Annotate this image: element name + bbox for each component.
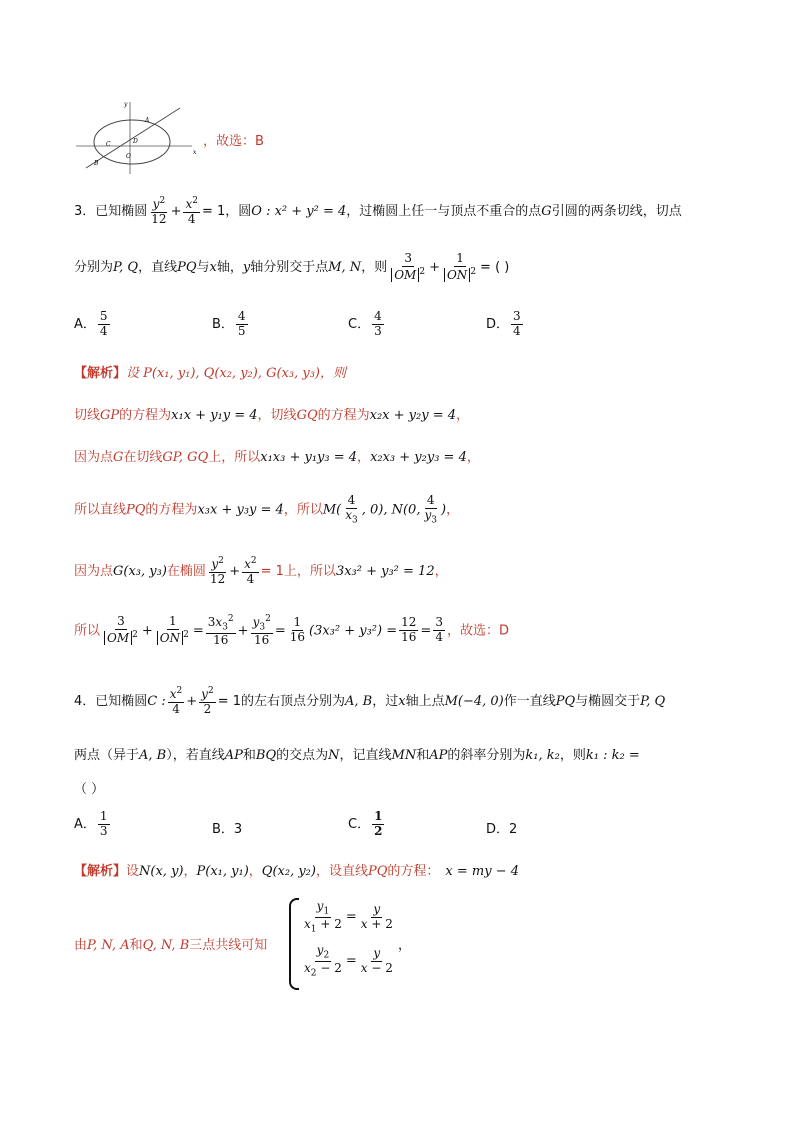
q3-option-b[interactable] xyxy=(212,310,250,339)
q3-text: 的方程为 xyxy=(145,502,198,518)
q4-stem-line1: 4．已知椭圆C : $\frac{x^2}{4}$ + $\frac{y^2}{2}$ = 1的左右顶点分别为A, B，过x轴上点M(−4, 0)作一直线PQ与椭圆交于P, Q xyxy=(74,686,666,716)
figure-label-b: B xyxy=(94,160,99,167)
q4-text: 和 xyxy=(129,938,143,953)
q3-option-num: 4 xyxy=(237,309,246,323)
q4-collinear-2: Q, N, B xyxy=(142,938,190,953)
q3-tangent-eq2: x₂x + y₂y = 4 xyxy=(369,408,456,423)
q3-analysis-line3 xyxy=(74,446,480,465)
q3-answer: ，故选：D xyxy=(446,623,509,639)
q3-ellipse-point-eq: 3x₃² + y₃² = 12 xyxy=(335,563,435,579)
q4-points-pq: P, Q xyxy=(640,693,666,709)
q4-text: 的斜率分别为 xyxy=(447,748,526,763)
q3-analysis-text: 设 P(x₁, y₁), Q(x₂, y₂), G(x₃, y₃)，则 xyxy=(126,366,346,381)
q3-analysis-line4: 所以直线PQ的方程为x₃x + y₃y = 4，所以M( $\frac{4}{x_3}$ , 0), N(0, $\frac{4}{y_3}$ )， xyxy=(74,493,460,526)
q3-tangent-eq1: x₁x + y₁y = 4 xyxy=(171,408,258,423)
q3-text: 的方程为 xyxy=(317,408,370,423)
q4-text: ，设直线 xyxy=(315,864,368,879)
q3-option-num: 4 xyxy=(374,309,382,323)
q3-circle-eq: O : x² + y² = 4 xyxy=(251,203,347,219)
q4-line-eq: x = my − 4 xyxy=(445,864,519,879)
figure-label-c: C xyxy=(106,141,111,148)
q4-option-d[interactable]: D．2 xyxy=(486,822,518,837)
q4-text: 的方程： xyxy=(387,864,440,879)
q4-option-label: C． xyxy=(348,816,371,832)
q4-option-label: A． xyxy=(74,816,96,832)
q3-line-pq: PQ xyxy=(177,259,197,275)
q3-option-label: C． xyxy=(348,316,371,332)
q3-stem-text: 3．已知椭圆 xyxy=(74,203,148,219)
q3-text: 切线 xyxy=(74,408,101,423)
q3-pq-points: P, Q xyxy=(113,259,139,275)
q4-point-m: M(−4, 0) xyxy=(444,693,504,709)
q3-text: 的方程为 xyxy=(119,408,172,423)
q3-text: ，所以 xyxy=(283,502,323,518)
q3-analysis-tag: 【解析】 xyxy=(74,366,127,381)
q4-vertices: A, B xyxy=(344,693,373,709)
q4-point-p: P(x₁, y₁) xyxy=(196,864,249,879)
figure-label-o: O xyxy=(126,153,131,160)
q4-ratio: k₁ : k₂ = xyxy=(585,748,640,763)
q4-point-n: N xyxy=(328,748,340,763)
q4-text: ，则 xyxy=(559,748,586,763)
q4-line-ap: AP xyxy=(224,748,243,763)
q3-text: 在椭圆 xyxy=(166,563,206,579)
q3-option-a[interactable] xyxy=(74,310,112,339)
q3-text: 分别为 xyxy=(74,259,114,275)
q3-text: 所以直线 xyxy=(74,502,127,518)
q4-system-eq1: $\frac{y_1}{x_1 + 2}$ = $\frac{y}{x + 2}$ xyxy=(304,899,393,935)
q3-x-var: x xyxy=(209,259,217,275)
q3-text: 上，所以 xyxy=(208,450,261,465)
q3-text: 因为点 xyxy=(74,450,114,465)
figure-label-x: x xyxy=(193,149,197,156)
q3-text: ， xyxy=(456,408,470,423)
q4-line-mn: MN xyxy=(391,748,417,763)
q4-text: ， xyxy=(248,864,262,879)
q4-text: ，记直线 xyxy=(339,748,392,763)
q3-text: ， xyxy=(446,502,460,518)
q3-option-label: A． xyxy=(74,316,96,332)
q4-text: 与椭圆交于 xyxy=(575,693,641,709)
q3-stem-text-c: 引圆的两条切线，切点 xyxy=(551,203,682,219)
q4-text: ），若直线 xyxy=(166,748,225,763)
q3-ellipse-frac1: $\frac{y^2}{12}$ xyxy=(151,196,167,226)
q4-x-var: x xyxy=(398,693,406,709)
q3-text: 在切线 xyxy=(123,450,163,465)
q3-tangents: GP, GQ xyxy=(162,450,209,465)
q4-text: 两点（异于 xyxy=(74,748,140,763)
q3-stem-line2: 分别为P, Q，直线PQ与x轴，y轴分别交于点M, N，则 $\frac{3}{OM ^2}$ + $\frac{1}{ON ^2}$ = ( ) xyxy=(74,251,510,282)
q3-text: 所以 xyxy=(74,623,101,639)
q3-line-pq: PQ xyxy=(126,502,146,518)
q4-option-c[interactable] xyxy=(348,810,386,839)
q3-text: 与 xyxy=(196,259,210,275)
q3-text: ，直线 xyxy=(138,259,178,275)
q3-stem-text-b: ，过椭圆上任一与顶点不重合的点 xyxy=(346,203,542,219)
q3-point-g: G(x₃, y₃) xyxy=(113,563,167,579)
q3-sum-expr: (3x₃² + y₃²) = xyxy=(309,623,398,639)
q4-answer-blank: （ ） xyxy=(74,782,105,797)
q4-text: 作一直线 xyxy=(503,693,556,709)
q4-text: 三点共线可知 xyxy=(189,938,268,953)
q3-pq-eq: x₃x + y₃y = 4 xyxy=(197,502,284,518)
q4-system-comma: ， xyxy=(398,938,412,953)
q3-analysis-line1 xyxy=(74,362,346,381)
q3-point-n-close: ) xyxy=(440,502,447,518)
q4-vertices: A, B xyxy=(139,748,167,763)
q3-option-den: 4 xyxy=(99,323,108,338)
q3-analysis-line2 xyxy=(74,404,469,423)
q3-analysis-line5: 因为点G(x₃, y₃)在椭圆 $\frac{y^2}{12}$ + $\frac{x^2}{4}$ = 1上，所以3x₃² + y₃² = 12， xyxy=(74,556,448,586)
q4-text: ， xyxy=(183,864,197,879)
q3-text: = ( ) xyxy=(480,259,510,275)
q4-stem-line2 xyxy=(74,744,640,763)
q4-line-bq: BQ xyxy=(255,748,277,763)
q3-text: ，切线 xyxy=(257,408,297,423)
q4-collinear-1: P, N, A xyxy=(87,938,130,953)
q3-option-den: 5 xyxy=(237,323,246,338)
q4-text: 的交点为 xyxy=(276,748,329,763)
q3-tangent-gq: GQ xyxy=(296,408,318,423)
q4-point-q: Q(x₂, y₂) xyxy=(261,864,316,879)
q4-text: 和 xyxy=(416,748,430,763)
q4-ellipse-c: C : xyxy=(147,693,166,709)
q3-option-label: D． xyxy=(486,316,510,332)
q3-text: 轴， xyxy=(216,259,243,275)
q4-option-num: 1 xyxy=(99,809,108,823)
q4-line-ap: AP xyxy=(429,748,448,763)
figure-caption: ，故选：B xyxy=(203,134,264,149)
q3-point-g: G xyxy=(113,450,124,465)
q3-option-c[interactable] xyxy=(348,310,386,339)
ellipse-figure xyxy=(72,96,202,178)
q3-analysis-line6: 所以 $\frac{3}{OM ^2}$ + $\frac{1}{ON ^2}$ = $\frac{3x_3^2}{16}$ + $\frac{y_3^2}{16}$ = $\frac{1}{16}$ (3x₃² + y₃²) = $\frac{12}{16}$ = $\frac{3}{4}$ ，故选：D xyxy=(74,614,509,647)
figure-label-a: A xyxy=(145,117,150,124)
q4-line-pq: PQ xyxy=(555,693,576,709)
q4-text: ，过 xyxy=(372,693,399,709)
q4-text: 设 xyxy=(126,864,140,879)
q4-option-b[interactable]: B．3 xyxy=(212,822,243,837)
q3-frac-om: $\frac{3}{OM ^2}$ xyxy=(389,252,427,283)
q4-point-n: N(x, y) xyxy=(139,864,184,879)
q4-option-a[interactable] xyxy=(74,810,112,839)
figure-label-y: y xyxy=(124,101,128,108)
q3-point-g: G xyxy=(541,203,552,219)
q4-analysis-line1 xyxy=(74,860,519,879)
q3-eq: x₂x₃ + y₂y₃ = 4 xyxy=(370,450,467,465)
q3-text: ， xyxy=(466,450,480,465)
q3-frac-on: $\frac{1}{ON ^2}$ xyxy=(442,252,478,283)
q4-option-den: 2 xyxy=(374,823,383,838)
q4-text: = 1的左右顶点分别为 xyxy=(217,693,345,709)
figure-label-d: D xyxy=(133,138,138,145)
q4-option-den: 3 xyxy=(99,823,108,838)
q3-text: ，则 xyxy=(361,259,388,275)
q4-slopes: k₁, k₂ xyxy=(525,748,560,763)
q3-text: ， xyxy=(357,450,371,465)
q4-text: 轴上点 xyxy=(405,693,445,709)
q3-tangent-gp: GP xyxy=(100,408,120,423)
q3-option-num: 5 xyxy=(99,309,108,323)
q3-points-mn: M, N xyxy=(328,259,362,275)
q3-y-var: y xyxy=(242,259,251,275)
q3-option-num: 3 xyxy=(513,309,521,323)
q3-stem-line1: 3．已知椭圆 $\frac{y^2}{12}$ + $\frac{x^2}{4}$ = 1，圆O : x² + y² = 4，过椭圆上任一与顶点不重合的点G引圆的两条切线，切点 xyxy=(74,196,682,226)
q3-option-den: 4 xyxy=(513,323,521,338)
q4-text: 4．已知椭圆 xyxy=(74,693,148,709)
q4-analysis-tag: 【解析】 xyxy=(74,864,127,879)
q3-option-label: B． xyxy=(212,316,234,332)
q4-line-pq: PQ xyxy=(367,864,388,879)
q4-analysis-line2 xyxy=(74,934,267,953)
q3-option-den: 3 xyxy=(374,323,382,338)
q3-text: ， xyxy=(434,563,448,579)
q3-text: = 1上，所以 xyxy=(260,563,336,579)
q4-option-num: 1 xyxy=(374,809,383,823)
q4-system-brace xyxy=(289,898,299,990)
q3-eq: x₁x₃ + y₁y₃ = 4 xyxy=(260,450,358,465)
q4-text: 由 xyxy=(74,938,88,953)
q3-point-n: , 0), N(0, xyxy=(361,502,421,518)
q3-ellipse-eq: = 1，圆 xyxy=(201,203,252,219)
q3-ellipse-frac2: $\frac{x^2}{4}$ xyxy=(185,196,198,226)
q4-text: 和 xyxy=(242,748,256,763)
q3-option-d[interactable] xyxy=(486,310,525,339)
q3-point-m: M( xyxy=(322,502,342,518)
q3-text: 因为点 xyxy=(74,563,114,579)
q3-text: 轴分别交于点 xyxy=(250,259,329,275)
q4-system-eq2: $\frac{y_2}{x_2 - 2}$ = $\frac{y}{x - 2}$ xyxy=(304,943,393,979)
